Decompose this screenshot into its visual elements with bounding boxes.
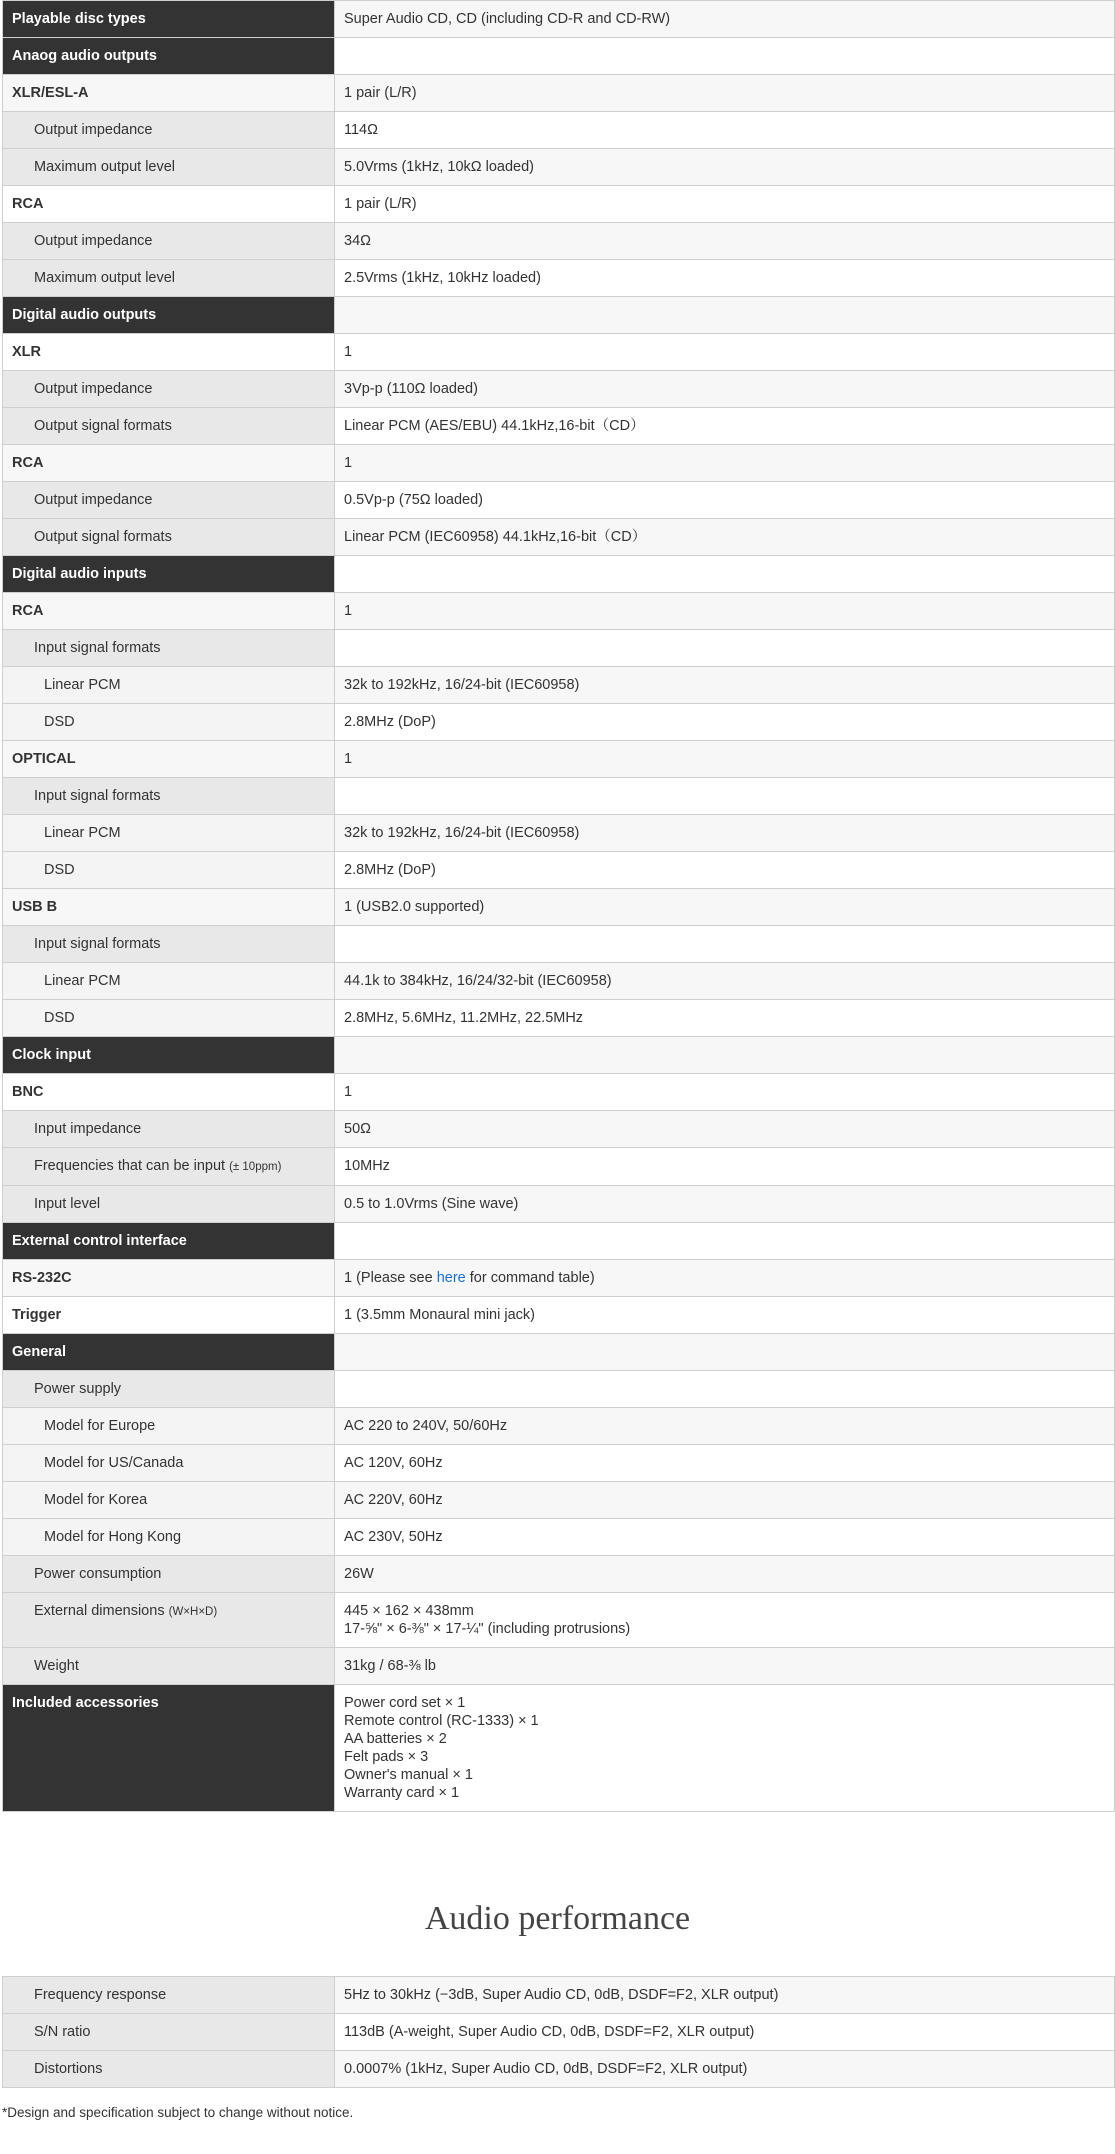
spec-row-xlr (3, 334, 1115, 371)
performance-value: 0.0007% (1kHz, Super Audio CD, 0dB, DSDF=F2, XLR output) (344, 2061, 748, 2077)
spec-row-dsd (3, 852, 1115, 889)
spec-value-cell (335, 741, 1115, 778)
spec-row-maximum-output-level (3, 260, 1115, 297)
spec-label: USB B (12, 899, 58, 915)
spec-label-note: (± 10ppm) (229, 1161, 282, 1173)
spec-row-model-for-us-canada (3, 1445, 1115, 1482)
spec-value-cell (335, 1186, 1115, 1223)
spec-row-rca (3, 593, 1115, 630)
spec-value: 0.5Vp-p (75Ω loaded) (344, 492, 484, 508)
spec-row-power-supply (3, 1371, 1115, 1408)
performance-label: S/N ratio (34, 2024, 91, 2040)
spec-value: 1 (344, 455, 353, 471)
spec-value-cell (335, 1000, 1115, 1037)
spec-label: XLR/ESL-A (12, 85, 89, 101)
spec-label-cell (3, 889, 335, 926)
spec-value-cell (335, 852, 1115, 889)
spec-value-cell (335, 778, 1115, 815)
spec-value: AC 220V, 60Hz (344, 1492, 443, 1508)
spec-value-line: Owner's manual × 1 (344, 1767, 473, 1783)
spec-row-optical (3, 741, 1115, 778)
performance-row-distortions (3, 2051, 1115, 2088)
spec-value: 10MHz (344, 1158, 390, 1174)
spec-label-cell (3, 963, 335, 1000)
spec-label-cell (3, 556, 335, 593)
spec-value: Super Audio CD, CD (including CD-R and CD-RW) (344, 11, 671, 27)
spec-value-cell (335, 1, 1115, 38)
spec-value: 50Ω (344, 1121, 371, 1137)
spec-value-cell (335, 1445, 1115, 1482)
spec-row-maximum-output-level (3, 149, 1115, 186)
spec-label: Input signal formats (34, 788, 161, 804)
spec-label-cell (3, 1648, 335, 1685)
spec-label: Model for Korea (44, 1492, 148, 1508)
spec-label: Output impedance (34, 122, 153, 138)
spec-label-cell (3, 852, 335, 889)
spec-row-external-dimensions (3, 1593, 1115, 1648)
spec-label: Power supply (34, 1381, 122, 1397)
spec-value-line: Warranty card × 1 (344, 1785, 460, 1801)
spec-value-cell (335, 112, 1115, 149)
spec-label-cell (3, 1297, 335, 1334)
spec-label-cell (3, 1408, 335, 1445)
spec-label-cell (3, 75, 335, 112)
spec-row-output-signal-formats (3, 408, 1115, 445)
spec-label: Anaog audio outputs (12, 48, 157, 64)
spec-label: Weight (34, 1658, 79, 1674)
spec-value-cell (335, 519, 1115, 556)
spec-label: DSD (44, 714, 75, 730)
audio-performance-body (3, 1977, 1115, 2088)
spec-label-cell (3, 593, 335, 630)
spec-value: 2.8MHz (DoP) (344, 714, 436, 730)
spec-value-cell (335, 1482, 1115, 1519)
spec-row-model-for-hong-kong (3, 1519, 1115, 1556)
spec-row-input-signal-formats (3, 778, 1115, 815)
performance-value-cell (335, 1977, 1115, 2014)
footnote: *Design and specification subject to change without notice. (2, 2105, 354, 2120)
performance-value: 113dB (A-weight, Super Audio CD, 0dB, DSDF=F2, XLR output) (344, 2024, 755, 2040)
spec-row-output-impedance (3, 482, 1115, 519)
spec-label-cell (3, 1, 335, 38)
spec-row-model-for-europe (3, 1408, 1115, 1445)
spec-label-cell (3, 260, 335, 297)
spec-label-cell (3, 112, 335, 149)
spec-row-rca (3, 445, 1115, 482)
spec-value-cell (335, 1593, 1115, 1648)
spec-value-cell (335, 963, 1115, 1000)
spec-row-model-for-korea (3, 1482, 1115, 1519)
spec-value: Linear PCM (IEC60958) 44.1kHz,16-bit（CD） (344, 529, 647, 545)
spec-row-anaog-audio-outputs (3, 38, 1115, 75)
spec-row-bnc (3, 1074, 1115, 1111)
spec-value-cell (335, 1685, 1115, 1812)
spec-row-linear-pcm (3, 963, 1115, 1000)
spec-value: 3Vp-p (110Ω loaded) (344, 381, 478, 397)
spec-row-input-impedance (3, 1111, 1115, 1148)
spec-label: External control interface (12, 1233, 187, 1249)
spec-label-cell (3, 1593, 335, 1648)
spec-label: Linear PCM (44, 973, 121, 989)
spec-label: Model for Europe (44, 1418, 156, 1434)
spec-value-line: 445 × 162 × 438mm (344, 1603, 474, 1619)
spec-label-cell (3, 482, 335, 519)
spec-value: 1 pair (L/R) (344, 85, 417, 101)
spec-value: 1 (344, 344, 353, 360)
spec-label: External dimensions (34, 1603, 165, 1619)
spec-label: BNC (12, 1084, 44, 1100)
spec-value-cell (335, 1556, 1115, 1593)
spec-value-cell (335, 1408, 1115, 1445)
spec-value-line: AA batteries × 2 (344, 1731, 447, 1747)
spec-value: 5.0Vrms (1kHz, 10kΩ loaded) (344, 159, 535, 175)
spec-label-cell (3, 630, 335, 667)
spec-value: AC 120V, 60Hz (344, 1455, 443, 1471)
spec-value: Linear PCM (AES/EBU) 44.1kHz,16-bit（CD） (344, 418, 645, 434)
spec-label-cell (3, 1037, 335, 1074)
spec-label-cell (3, 408, 335, 445)
spec-value-cell (335, 1297, 1115, 1334)
spec-label-cell (3, 1000, 335, 1037)
spec-value-cell (335, 889, 1115, 926)
spec-value: 26W (344, 1566, 374, 1582)
spec-label-cell (3, 38, 335, 75)
spec-row-dsd (3, 704, 1115, 741)
performance-label: Frequency response (34, 1987, 167, 2003)
spec-label: General (12, 1344, 66, 1360)
spec-label-cell (3, 1334, 335, 1371)
spec-label-cell (3, 1556, 335, 1593)
spec-row-xlr-esl-a (3, 75, 1115, 112)
spec-label: OPTICAL (12, 751, 76, 767)
spec-value: 2.5Vrms (1kHz, 10kHz loaded) (344, 270, 541, 286)
spec-value: AC 230V, 50Hz (344, 1529, 443, 1545)
spec-value-prefix: 1 (Please see (344, 1270, 437, 1286)
performance-value-cell (335, 2014, 1115, 2051)
spec-row-playable-disc-types (3, 1, 1115, 38)
spec-label: Input impedance (34, 1121, 142, 1137)
spec-value-cell (335, 1334, 1115, 1371)
spec-value-line: 17-⅝" × 6-⅜" × 17-¼" (including protrusions) (344, 1621, 631, 1637)
spec-value-cell (335, 75, 1115, 112)
spec-row-input-level (3, 1186, 1115, 1223)
spec-value: 34Ω (344, 233, 371, 249)
spec-row-linear-pcm (3, 667, 1115, 704)
audio-performance-title: Audio performance (424, 1900, 691, 1937)
spec-row-input-signal-formats (3, 630, 1115, 667)
spec-label-cell (3, 815, 335, 852)
spec-label: DSD (44, 1010, 75, 1026)
spec-row-output-impedance (3, 112, 1115, 149)
spec-value: 2.8MHz, 5.6MHz, 11.2MHz, 22.5MHz (344, 1010, 584, 1026)
spec-value-cell (335, 334, 1115, 371)
performance-label-cell (3, 1977, 335, 2014)
spec-label: Output signal formats (34, 418, 172, 434)
spec-label-cell (3, 1519, 335, 1556)
spec-label-cell (3, 1482, 335, 1519)
spec-label: Linear PCM (44, 825, 121, 841)
spec-row-digital-audio-outputs (3, 297, 1115, 334)
spec-row-rs-232c (3, 1260, 1115, 1297)
spec-value-cell (335, 630, 1115, 667)
spec-row-linear-pcm (3, 815, 1115, 852)
spec-label-cell (3, 1186, 335, 1223)
spec-label: Clock input (12, 1047, 91, 1063)
spec-row-output-signal-formats (3, 519, 1115, 556)
performance-row-frequency-response (3, 1977, 1115, 2014)
specifications-body (3, 1, 1115, 1812)
spec-label-cell (3, 1074, 335, 1111)
spec-label: Frequencies that can be input (34, 1158, 226, 1174)
spec-label-cell (3, 704, 335, 741)
specifications-table (2, 0, 1115, 1812)
spec-value-cell (335, 1648, 1115, 1685)
spec-label-cell (3, 1445, 335, 1482)
spec-label-cell (3, 667, 335, 704)
spec-row-power-consumption (3, 1556, 1115, 1593)
spec-value: 0.5 to 1.0Vrms (Sine wave) (344, 1196, 519, 1212)
performance-value: 5Hz to 30kHz (−3dB, Super Audio CD, 0dB, DSDF=F2, XLR output) (344, 1987, 779, 2003)
spec-value-cell (335, 1371, 1115, 1408)
spec-row-included-accessories (3, 1685, 1115, 1812)
spec-label: Input signal formats (34, 936, 161, 952)
spec-label: Maximum output level (34, 159, 176, 175)
spec-label: Maximum output level (34, 270, 176, 286)
spec-value: 1 (344, 603, 353, 619)
spec-row-general (3, 1334, 1115, 1371)
spec-value-cell (335, 815, 1115, 852)
performance-label-cell (3, 2014, 335, 2051)
spec-value-cell (335, 926, 1115, 963)
spec-label-cell (3, 1685, 335, 1812)
spec-label: Output impedance (34, 233, 153, 249)
spec-value-cell (335, 593, 1115, 630)
spec-value-suffix: for command table) (465, 1270, 595, 1286)
spec-value-cell (335, 1111, 1115, 1148)
spec-value-cell (335, 1074, 1115, 1111)
spec-value: 32k to 192kHz, 16/24-bit (IEC60958) (344, 677, 580, 693)
spec-label-cell (3, 1371, 335, 1408)
spec-value-cell (335, 371, 1115, 408)
spec-value-line: Felt pads × 3 (344, 1749, 429, 1765)
spec-value-cell (335, 1223, 1115, 1260)
spec-label: Trigger (12, 1307, 62, 1323)
spec-label: Output signal formats (34, 529, 172, 545)
spec-value-line: Remote control (RC-1333) × 1 (344, 1713, 539, 1729)
spec-label-cell (3, 778, 335, 815)
spec-value: 114Ω (344, 122, 378, 138)
spec-value-cell (335, 408, 1115, 445)
spec-value-cell (335, 1519, 1115, 1556)
spec-label: Included accessories (12, 1695, 159, 1711)
spec-label-cell (3, 926, 335, 963)
spec-label: Output impedance (34, 381, 153, 397)
spec-value-cell (335, 186, 1115, 223)
performance-label: Distortions (34, 2061, 103, 2077)
spec-label-cell (3, 1223, 335, 1260)
spec-value: 1 (344, 751, 353, 767)
spec-value-cell (335, 1037, 1115, 1074)
spec-row-rca (3, 186, 1115, 223)
spec-value-cell (335, 260, 1115, 297)
spec-value: 1 (USB2.0 supported) (344, 899, 485, 915)
spec-label-cell (3, 223, 335, 260)
audio-performance-table (2, 1976, 1115, 2088)
spec-row-digital-audio-inputs (3, 556, 1115, 593)
spec-label-cell (3, 149, 335, 186)
spec-label: Playable disc types (12, 11, 146, 27)
spec-label: RCA (12, 603, 44, 619)
spec-row-trigger (3, 1297, 1115, 1334)
spec-label: DSD (44, 862, 75, 878)
spec-label-cell (3, 371, 335, 408)
spec-label-cell (3, 445, 335, 482)
spec-label: Output impedance (34, 492, 153, 508)
spec-label: Linear PCM (44, 677, 121, 693)
spec-value-cell (335, 445, 1115, 482)
spec-row-frequencies-that-can-be-input (3, 1148, 1115, 1186)
performance-row-s-n-ratio (3, 2014, 1115, 2051)
spec-label: Digital audio inputs (12, 566, 147, 582)
spec-value: 1 pair (L/R) (344, 196, 417, 212)
spec-value-cell (335, 223, 1115, 260)
spec-label: Digital audio outputs (12, 307, 157, 323)
spec-label-cell (3, 1148, 335, 1186)
spec-label: Power consumption (34, 1566, 162, 1582)
spec-value-cell (335, 1260, 1115, 1297)
spec-value-cell (335, 482, 1115, 519)
spec-row-usb-b (3, 889, 1115, 926)
spec-value-cell (335, 149, 1115, 186)
spec-row-dsd (3, 1000, 1115, 1037)
spec-label-note: (W×H×D) (168, 1606, 218, 1618)
spec-row-input-signal-formats (3, 926, 1115, 963)
spec-label-cell (3, 741, 335, 778)
spec-row-output-impedance (3, 223, 1115, 260)
spec-value-cell (335, 556, 1115, 593)
spec-row-output-impedance (3, 371, 1115, 408)
spec-label: RCA (12, 196, 44, 212)
spec-label-cell (3, 519, 335, 556)
spec-row-clock-input (3, 1037, 1115, 1074)
spec-label-cell (3, 1111, 335, 1148)
performance-value-cell (335, 2051, 1115, 2088)
spec-label: Model for US/Canada (44, 1455, 184, 1471)
spec-label: RS-232C (12, 1270, 72, 1286)
spec-label: XLR (12, 344, 41, 360)
spec-row-external-control-interface (3, 1223, 1115, 1260)
spec-label-cell (3, 334, 335, 371)
spec-value: 44.1k to 384kHz, 16/24/32-bit (IEC60958) (344, 973, 612, 989)
spec-value: AC 220 to 240V, 50/60Hz (344, 1418, 508, 1434)
spec-label: Input signal formats (34, 640, 161, 656)
performance-label-cell (3, 2051, 335, 2088)
spec-label-cell (3, 1260, 335, 1297)
spec-value: 2.8MHz (DoP) (344, 862, 436, 878)
spec-row-weight (3, 1648, 1115, 1685)
spec-value: 1 (3.5mm Monaural mini jack) (344, 1307, 535, 1323)
spec-label: Model for Hong Kong (44, 1529, 182, 1545)
spec-value-cell (335, 1148, 1115, 1186)
spec-value-cell (335, 667, 1115, 704)
spec-label-cell (3, 186, 335, 223)
spec-label-cell (3, 297, 335, 334)
spec-value-cell (335, 704, 1115, 741)
spec-value: 31kg / 68-⅜ lb (344, 1658, 436, 1674)
spec-value-line: Power cord set × 1 (344, 1695, 466, 1711)
spec-label: RCA (12, 455, 44, 471)
spec-value: 32k to 192kHz, 16/24-bit (IEC60958) (344, 825, 580, 841)
spec-value-cell (335, 38, 1115, 75)
spec-value: 1 (344, 1084, 353, 1100)
spec-value-cell (335, 297, 1115, 334)
spec-label: Input level (34, 1196, 101, 1212)
command-table-link[interactable]: here (436, 1270, 466, 1286)
